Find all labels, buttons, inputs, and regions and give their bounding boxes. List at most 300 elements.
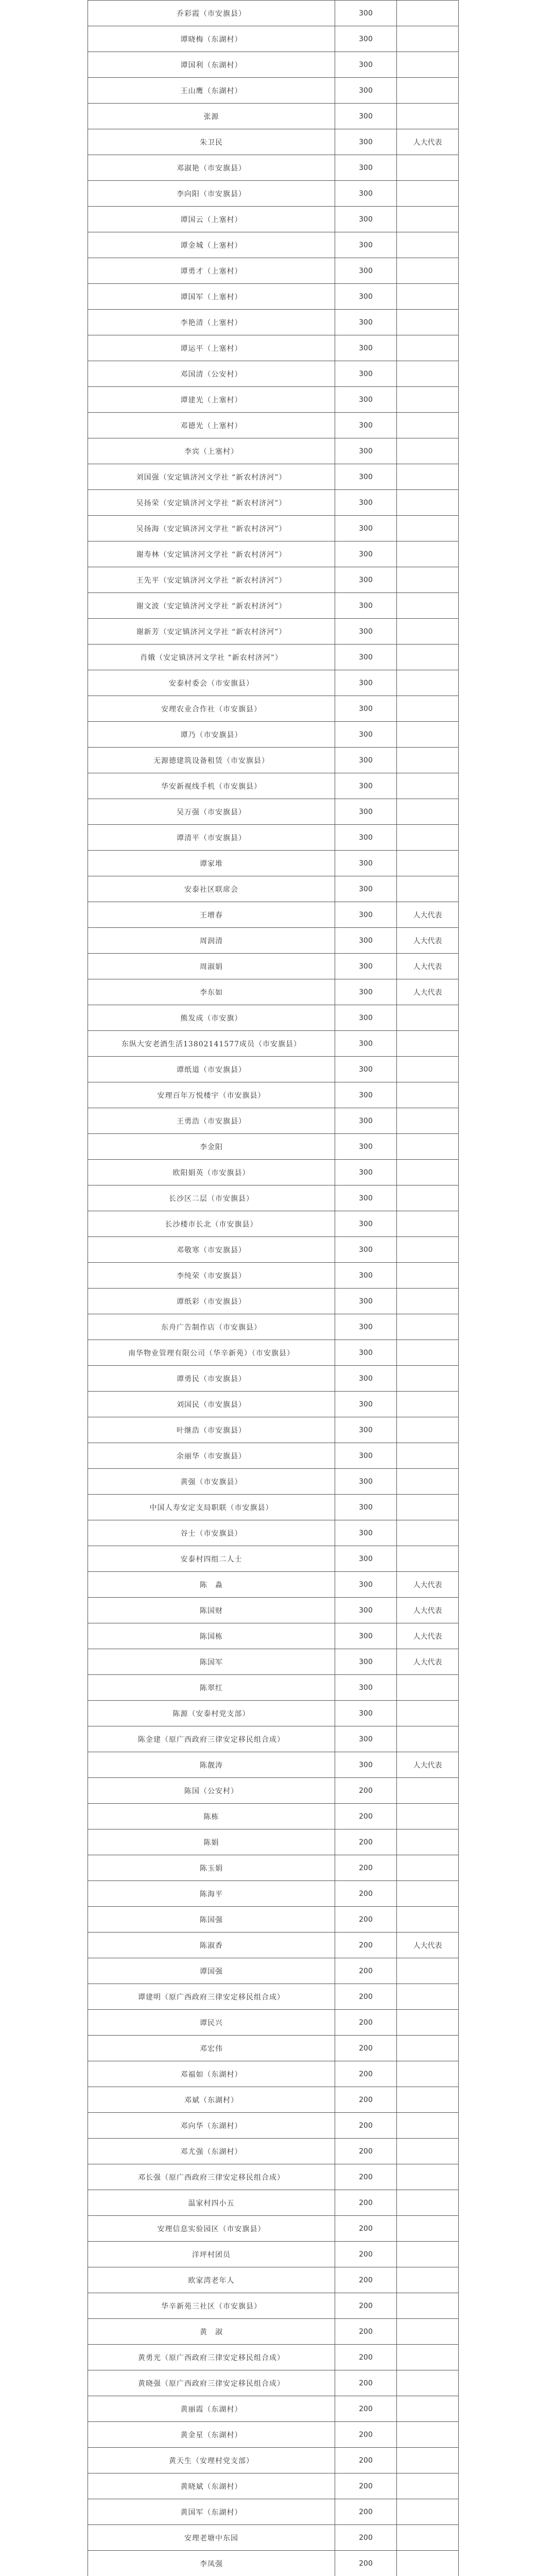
donor-name-cell: 熊发成（市安旗） — [88, 1005, 335, 1031]
amount-cell: 300 — [335, 1623, 397, 1649]
note-cell — [397, 1984, 459, 2010]
table-row — [88, 1211, 459, 1237]
table-row — [88, 2396, 459, 2422]
table-row — [88, 2036, 459, 2061]
donor-name-cell: 长沙区二层（市安旗县） — [88, 1185, 335, 1211]
donor-name-cell: 谭勇民（市安旗县） — [88, 1366, 335, 1392]
note-cell — [397, 2113, 459, 2139]
table-row — [88, 1031, 459, 1057]
amount-cell: 200 — [335, 1984, 397, 2010]
note-cell — [397, 1546, 459, 1572]
table-row — [88, 2164, 459, 2190]
donor-name-cell: 陈靓涛 — [88, 1752, 335, 1778]
table-row — [88, 1726, 459, 1752]
note-cell — [397, 2139, 459, 2164]
amount-cell: 300 — [335, 1469, 397, 1495]
donor-name-cell: 黄国军（东湖村） — [88, 2499, 335, 2525]
table-row — [88, 155, 459, 181]
amount-cell: 300 — [335, 1031, 397, 1057]
table-row — [88, 825, 459, 851]
amount-cell: 300 — [335, 1314, 397, 1340]
donor-name-cell: 王勇浩（市安旗县） — [88, 1108, 335, 1134]
donor-name-cell: 谷士（市安旗县） — [88, 1520, 335, 1546]
table-row — [88, 1675, 459, 1701]
donor-name-cell: 余丽华（市安旗县） — [88, 1443, 335, 1469]
amount-cell: 200 — [335, 1933, 397, 1958]
amount-cell: 300 — [335, 722, 397, 748]
note-cell: 人大代表 — [397, 1572, 459, 1598]
amount-cell: 300 — [335, 748, 397, 773]
note-cell — [397, 1417, 459, 1443]
note-cell — [397, 1675, 459, 1701]
amount-cell: 300 — [335, 1752, 397, 1778]
table-row — [88, 876, 459, 902]
table-row — [88, 1984, 459, 2010]
amount-cell: 300 — [335, 825, 397, 851]
amount-cell: 200 — [335, 1829, 397, 1855]
note-cell — [397, 1392, 459, 1417]
amount-cell: 300 — [335, 1392, 397, 1417]
table-row — [88, 1134, 459, 1160]
table-row — [88, 2087, 459, 2113]
note-cell — [397, 541, 459, 567]
amount-cell: 300 — [335, 1546, 397, 1572]
table-row — [88, 1108, 459, 1134]
donor-name-cell: 王先平（安定镇济河文学社 “新农村济河”） — [88, 567, 335, 593]
donor-name-cell: 吴扬海（安定镇济河文学社 “新农村济河”） — [88, 516, 335, 541]
note-cell — [397, 2190, 459, 2216]
donor-name-cell: 谭民兴 — [88, 2010, 335, 2036]
donor-name-cell: 安理农业合作社（市安旗县） — [88, 696, 335, 722]
amount-cell: 300 — [335, 284, 397, 310]
donor-name-cell: 谭金城（上塞村） — [88, 232, 335, 258]
note-cell — [397, 1829, 459, 1855]
donor-name-cell: 周润清 — [88, 928, 335, 954]
amount-cell: 300 — [335, 78, 397, 104]
note-cell — [397, 2473, 459, 2499]
table-row — [88, 207, 459, 232]
donor-name-cell: 欧阳娟英（市安旗县） — [88, 1160, 335, 1185]
note-cell — [397, 78, 459, 104]
note-cell — [397, 413, 459, 438]
amount-cell: 200 — [335, 2113, 397, 2139]
amount-cell: 300 — [335, 232, 397, 258]
donor-name-cell: 周淑娟 — [88, 954, 335, 979]
note-cell — [397, 645, 459, 670]
table-row — [88, 258, 459, 284]
note-cell — [397, 593, 459, 619]
note-cell — [397, 1907, 459, 1933]
table-row — [88, 541, 459, 567]
amount-cell: 300 — [335, 1134, 397, 1160]
amount-cell: 300 — [335, 1005, 397, 1031]
donor-name-cell: 谭建光（上塞村） — [88, 387, 335, 413]
donor-name-cell: 安泰村委会（市安旗县） — [88, 670, 335, 696]
amount-cell: 300 — [335, 1057, 397, 1082]
note-cell — [397, 181, 459, 207]
table-row — [88, 1263, 459, 1289]
note-cell — [397, 1314, 459, 1340]
note-cell — [397, 696, 459, 722]
donor-name-cell: 乔彩霞（市安旗县） — [88, 1, 335, 26]
donor-name-cell: 邓德光（上塞村） — [88, 413, 335, 438]
note-cell — [397, 2293, 459, 2319]
donor-name-cell: 陈玉娟 — [88, 1855, 335, 1881]
note-cell — [397, 2036, 459, 2061]
table-row — [88, 1366, 459, 1392]
table-row — [88, 2010, 459, 2036]
amount-cell: 300 — [335, 26, 397, 52]
donor-name-cell: 吴万强（市安旗县） — [88, 799, 335, 825]
amount-cell: 300 — [335, 52, 397, 78]
table-row — [88, 284, 459, 310]
amount-cell: 300 — [335, 1520, 397, 1546]
note-cell — [397, 516, 459, 541]
note-cell — [397, 773, 459, 799]
table-row — [88, 2422, 459, 2448]
table-row — [88, 1829, 459, 1855]
note-cell — [397, 2396, 459, 2422]
amount-cell: 300 — [335, 928, 397, 954]
note-cell — [397, 2010, 459, 2036]
donor-name-cell: 黄 淑 — [88, 2319, 335, 2345]
note-cell — [397, 387, 459, 413]
amount-cell: 200 — [335, 2010, 397, 2036]
note-cell — [397, 1160, 459, 1185]
table-row — [88, 232, 459, 258]
donor-name-cell: 朱卫民 — [88, 129, 335, 155]
amount-cell: 300 — [335, 773, 397, 799]
table-row — [88, 1340, 459, 1366]
donor-name-cell: 邓淑艳（市安旗县） — [88, 155, 335, 181]
donor-name-cell: 陈国（公安村） — [88, 1778, 335, 1804]
table-row — [88, 1855, 459, 1881]
donor-name-cell: 安理老塘中东园 — [88, 2525, 335, 2551]
amount-cell: 300 — [335, 1701, 397, 1726]
table-row — [88, 1443, 459, 1469]
amount-cell: 300 — [335, 1160, 397, 1185]
amount-cell: 200 — [335, 2293, 397, 2319]
note-cell — [397, 464, 459, 490]
donor-name-cell: 安理百年万悦楼宇（市安旗县） — [88, 1082, 335, 1108]
donor-name-cell: 陈金建（原广西政府三律安定移民组合成） — [88, 1726, 335, 1752]
note-cell — [397, 1031, 459, 1057]
amount-cell: 200 — [335, 2139, 397, 2164]
amount-cell: 300 — [335, 516, 397, 541]
donor-name-cell: 黄晓强（原广西政府三律安定移民组合成） — [88, 2370, 335, 2396]
donor-name-cell: 王山鹰（东湖村） — [88, 78, 335, 104]
table-row — [88, 1314, 459, 1340]
donor-name-cell: 无源德建筑设备租赁（市安旗县） — [88, 748, 335, 773]
table-row — [88, 1881, 459, 1907]
note-cell — [397, 2345, 459, 2370]
table-row — [88, 1185, 459, 1211]
amount-cell: 300 — [335, 979, 397, 1005]
amount-cell: 200 — [335, 1907, 397, 1933]
table-row — [88, 1057, 459, 1082]
note-cell: 人大代表 — [397, 1598, 459, 1623]
amount-cell: 300 — [335, 387, 397, 413]
note-cell — [397, 26, 459, 52]
amount-cell: 300 — [335, 593, 397, 619]
table-row — [88, 1752, 459, 1778]
amount-cell: 300 — [335, 1, 397, 26]
table-row — [88, 645, 459, 670]
amount-cell: 300 — [335, 1675, 397, 1701]
table-row — [88, 567, 459, 593]
note-cell — [397, 1237, 459, 1263]
table-row — [88, 1289, 459, 1314]
amount-cell: 300 — [335, 1340, 397, 1366]
note-cell: 人大代表 — [397, 1752, 459, 1778]
donor-name-cell: 欧家湾老年人 — [88, 2267, 335, 2293]
amount-cell: 300 — [335, 1263, 397, 1289]
donor-name-cell: 安泰村四组二人士 — [88, 1546, 335, 1572]
amount-cell: 200 — [335, 2216, 397, 2242]
table-row — [88, 1520, 459, 1546]
table-row — [88, 1546, 459, 1572]
donor-name-cell: 谭清平（市安旗县） — [88, 825, 335, 851]
table-row — [88, 670, 459, 696]
note-cell: 人大代表 — [397, 1933, 459, 1958]
note-cell — [397, 1, 459, 26]
donor-name-cell: 谭国军（上塞村） — [88, 284, 335, 310]
amount-cell: 300 — [335, 1495, 397, 1520]
donor-name-cell: 谭国利（东湖村） — [88, 52, 335, 78]
amount-cell: 300 — [335, 258, 397, 284]
note-cell: 人大代表 — [397, 902, 459, 928]
table-row — [88, 1005, 459, 1031]
amount-cell: 200 — [335, 2087, 397, 2113]
note-cell — [397, 1958, 459, 1984]
donor-name-cell: 邓宏伟 — [88, 2036, 335, 2061]
donor-name-cell: 李凤强 — [88, 2551, 335, 2576]
amount-cell: 300 — [335, 954, 397, 979]
table-row — [88, 748, 459, 773]
donor-name-cell: 黄金星（东湖村） — [88, 2422, 335, 2448]
table-row — [88, 2319, 459, 2345]
donor-name-cell: 邓敬寒（市安旗县） — [88, 1237, 335, 1263]
note-cell — [397, 2267, 459, 2293]
note-cell — [397, 52, 459, 78]
donor-name-cell: 李金阳 — [88, 1134, 335, 1160]
donor-name-cell: 陈国栋 — [88, 1623, 335, 1649]
note-cell: 人大代表 — [397, 979, 459, 1005]
amount-cell: 300 — [335, 567, 397, 593]
note-cell — [397, 232, 459, 258]
amount-cell: 300 — [335, 207, 397, 232]
donation-table — [88, 0, 459, 2576]
amount-cell: 200 — [335, 2345, 397, 2370]
amount-cell: 200 — [335, 2267, 397, 2293]
note-cell — [397, 825, 459, 851]
note-cell — [397, 619, 459, 645]
donor-name-cell: 谭国强 — [88, 1958, 335, 1984]
note-cell: 人大代表 — [397, 129, 459, 155]
donor-name-cell: 李向阳（市安旗县） — [88, 181, 335, 207]
amount-cell: 200 — [335, 2242, 397, 2267]
table-row — [88, 979, 459, 1005]
note-cell — [397, 1057, 459, 1082]
note-cell — [397, 438, 459, 464]
donor-name-cell: 张源 — [88, 104, 335, 129]
note-cell — [397, 1726, 459, 1752]
table-row — [88, 1417, 459, 1443]
donor-name-cell: 叶继浩（市安旗县） — [88, 1417, 335, 1443]
amount-cell: 200 — [335, 1778, 397, 1804]
note-cell — [397, 2499, 459, 2525]
donor-name-cell: 黄晓斌（东湖村） — [88, 2473, 335, 2499]
table-row — [88, 464, 459, 490]
donor-name-cell: 李东如 — [88, 979, 335, 1005]
note-cell — [397, 361, 459, 387]
note-cell — [397, 876, 459, 902]
donor-name-cell: 中国人寿安定支局职联（市安旗县） — [88, 1495, 335, 1520]
amount-cell: 300 — [335, 851, 397, 876]
donor-name-cell: 谭家堆 — [88, 851, 335, 876]
amount-cell: 300 — [335, 1082, 397, 1108]
donor-name-cell: 谭运平（上塞村） — [88, 335, 335, 361]
table-row — [88, 722, 459, 748]
table-row — [88, 2061, 459, 2087]
donor-name-cell: 陈国财 — [88, 1598, 335, 1623]
note-cell — [397, 1082, 459, 1108]
amount-cell: 300 — [335, 310, 397, 335]
note-cell — [397, 670, 459, 696]
note-cell — [397, 1469, 459, 1495]
note-cell — [397, 2061, 459, 2087]
amount-cell: 300 — [335, 876, 397, 902]
note-cell — [397, 207, 459, 232]
table-row — [88, 2370, 459, 2396]
table-row — [88, 799, 459, 825]
note-cell — [397, 2319, 459, 2345]
table-row — [88, 2242, 459, 2267]
amount-cell: 200 — [335, 1804, 397, 1829]
table-row — [88, 1495, 459, 1520]
amount-cell: 300 — [335, 438, 397, 464]
table-row — [88, 516, 459, 541]
donor-name-cell: 洋坪村团员 — [88, 2242, 335, 2267]
table-row — [88, 1778, 459, 1804]
donor-name-cell: 黄强（市安旗县） — [88, 1469, 335, 1495]
donor-name-cell: 刘国强（安定镇济河文学社 “新农村济河”） — [88, 464, 335, 490]
amount-cell: 200 — [335, 1855, 397, 1881]
table-row — [88, 310, 459, 335]
table-row — [88, 1649, 459, 1675]
note-cell — [397, 155, 459, 181]
table-row — [88, 1392, 459, 1417]
donor-name-cell: 谭纸道（市安旗县） — [88, 1057, 335, 1082]
table-row — [88, 2267, 459, 2293]
amount-cell: 300 — [335, 1289, 397, 1314]
table-row — [88, 1082, 459, 1108]
amount-cell: 200 — [335, 2164, 397, 2190]
donor-name-cell: 安理信息实验园区（市安旗县） — [88, 2216, 335, 2242]
note-cell — [397, 2422, 459, 2448]
amount-cell: 200 — [335, 2319, 397, 2345]
table-row — [88, 619, 459, 645]
table-row — [88, 2190, 459, 2216]
table-row — [88, 181, 459, 207]
amount-cell: 200 — [335, 2370, 397, 2396]
table-row — [88, 413, 459, 438]
note-cell — [397, 490, 459, 516]
note-cell: 人大代表 — [397, 1649, 459, 1675]
donor-name-cell: 谭建明（原广西政府三律安定移民组合成） — [88, 1984, 335, 2010]
table-row — [88, 387, 459, 413]
donor-name-cell: 刘国民（市安旗县） — [88, 1392, 335, 1417]
note-cell — [397, 2242, 459, 2267]
table-row — [88, 2293, 459, 2319]
note-cell — [397, 1855, 459, 1881]
amount-cell: 200 — [335, 2499, 397, 2525]
amount-cell: 300 — [335, 1598, 397, 1623]
table-row — [88, 2345, 459, 2370]
donor-name-cell: 黄丽霞（东湖村） — [88, 2396, 335, 2422]
note-cell — [397, 2164, 459, 2190]
table-row — [88, 78, 459, 104]
note-cell — [397, 1520, 459, 1546]
table-row — [88, 2216, 459, 2242]
note-cell — [397, 851, 459, 876]
table-row — [88, 928, 459, 954]
amount-cell: 300 — [335, 1572, 397, 1598]
table-row — [88, 335, 459, 361]
table-row — [88, 593, 459, 619]
note-cell: 人大代表 — [397, 954, 459, 979]
table-row — [88, 26, 459, 52]
note-cell — [397, 1778, 459, 1804]
amount-cell: 200 — [335, 2551, 397, 2576]
note-cell — [397, 2370, 459, 2396]
donor-name-cell: 陈淑香 — [88, 1933, 335, 1958]
note-cell — [397, 1289, 459, 1314]
donor-name-cell: 谢寿林（安定镇济河文学社 “新农村济河”） — [88, 541, 335, 567]
amount-cell: 200 — [335, 2396, 397, 2422]
note-cell — [397, 1185, 459, 1211]
table-row — [88, 1907, 459, 1933]
note-cell — [397, 335, 459, 361]
amount-cell: 300 — [335, 1417, 397, 1443]
note-cell — [397, 284, 459, 310]
donor-name-cell: 肖娥（安定镇济河文学社 “新农村济河”） — [88, 645, 335, 670]
donor-name-cell: 谢新芳（安定镇济河文学社 “新农村济河”） — [88, 619, 335, 645]
note-cell — [397, 567, 459, 593]
note-cell — [397, 1263, 459, 1289]
donor-name-cell: 谭勇才（上塞村） — [88, 258, 335, 284]
donor-name-cell: 邓向华（东湖村） — [88, 2113, 335, 2139]
note-cell — [397, 2448, 459, 2473]
amount-cell: 300 — [335, 129, 397, 155]
table-row — [88, 1160, 459, 1185]
donor-name-cell: 谭晓梅（东湖村） — [88, 26, 335, 52]
donor-name-cell: 李艳清（上塞村） — [88, 310, 335, 335]
amount-cell: 300 — [335, 799, 397, 825]
table-row — [88, 490, 459, 516]
amount-cell: 300 — [335, 1443, 397, 1469]
note-cell — [397, 104, 459, 129]
amount-cell: 200 — [335, 2422, 397, 2448]
note-cell — [397, 258, 459, 284]
donor-name-cell: 陈翠红 — [88, 1675, 335, 1701]
note-cell — [397, 1108, 459, 1134]
table-row — [88, 2448, 459, 2473]
amount-cell: 300 — [335, 1726, 397, 1752]
amount-cell: 300 — [335, 1108, 397, 1134]
donor-name-cell: 南华物业管理有限公司（华辛新苑）（市安旗县） — [88, 1340, 335, 1366]
table-row — [88, 1958, 459, 1984]
